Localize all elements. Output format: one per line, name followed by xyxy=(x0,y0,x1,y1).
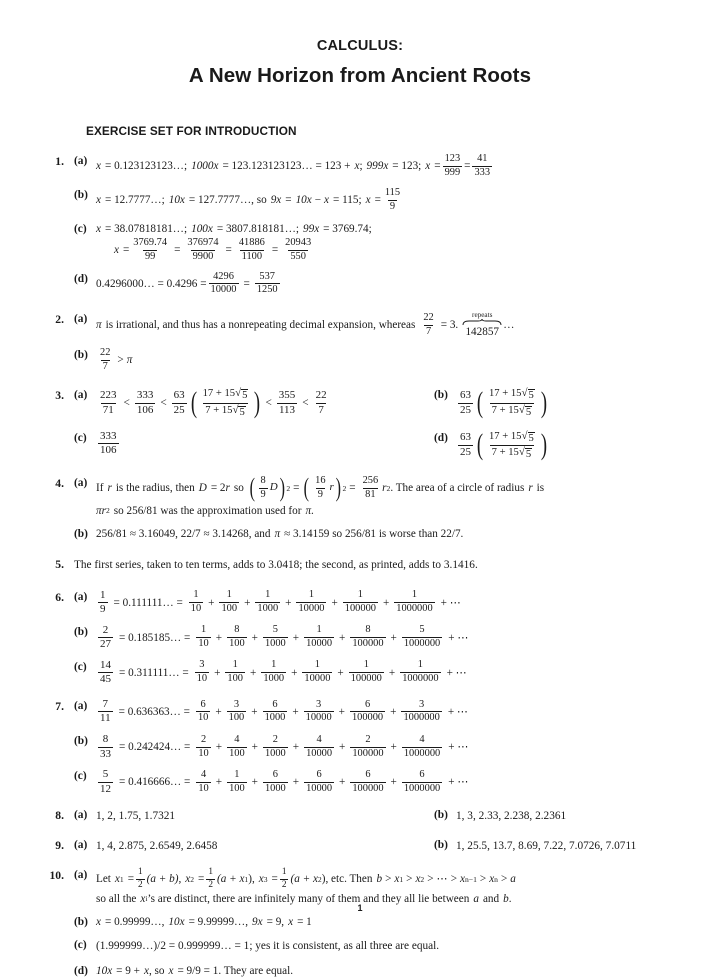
part-label: (c) xyxy=(74,222,87,235)
repeating-digits: 142857 xyxy=(465,325,500,338)
part-label: (b) xyxy=(74,625,88,638)
fraction: $\frac{41886}{1100}$ xyxy=(238,236,265,262)
problem-4 xyxy=(34,473,686,541)
fraction: $\frac{2}{100000}$ xyxy=(352,733,384,759)
problem-10-part-b xyxy=(64,915,686,929)
part-label: (a) xyxy=(74,869,88,882)
fraction: $\frac{1}{100}$ xyxy=(221,589,238,615)
fraction: $\frac{1}{2}$ xyxy=(208,867,213,890)
page-title-main: CALCULUS: xyxy=(316,38,404,54)
problem-6-part-b xyxy=(64,625,686,651)
problem-6-part-c xyxy=(64,660,686,686)
fraction: $\frac{6}{100000}$ xyxy=(352,768,384,794)
fraction: $\frac{4}{10}$ xyxy=(198,768,209,794)
problem-7-part-b xyxy=(64,734,686,760)
fraction: $\frac{6}{1000}$ xyxy=(264,698,286,724)
problem-5-text: The first series, taken to ten terms, adds to 3.0418; the second, as printed, adds to 3.1416. xyxy=(74,558,478,571)
math-expression: x = 38.07818181…; 100x = 3807.818181…; 99x = 3769.74; xyxy=(96,222,372,235)
fraction: $\frac{14}{45}$ xyxy=(100,658,111,686)
parenthesized-group: ( 17 + 15 √ 5 7 + 15 √ 5 ) xyxy=(476,386,547,420)
fraction: 17 + 15 √ 5 7 + 15 √ 5 xyxy=(489,387,534,418)
page-number: 1 xyxy=(357,903,363,913)
problem-6-part-a xyxy=(64,590,686,616)
part-label: (b) xyxy=(74,188,88,201)
problem-1-part-a xyxy=(64,154,686,179)
part-label: (b) xyxy=(434,839,448,852)
fraction: $\frac{8}{100000}$ xyxy=(352,624,384,650)
problem-number: 9. xyxy=(55,839,64,853)
math-expression: $\frac{5}{12}$ = 0.416666… = $\frac{4}{10}$ + $\frac{1}{100}$ + $\frac{6}{1000}$ + $\frac{6}{10000}$ + $\frac{6}{100000}$ + $\frac{6}{1000000}$ + ⋯ xyxy=(100,768,469,795)
fraction: $\frac{5}{1000000}$ xyxy=(403,624,441,650)
fraction: $\frac{6}{10000}$ xyxy=(306,768,333,794)
sqrt: √ 5 xyxy=(235,387,248,402)
fraction: $\frac{223}{71}$ xyxy=(100,388,117,416)
part-label: (d) xyxy=(74,964,88,977)
fraction: 17 + 15 √ 5 7 + 15 √ 5 xyxy=(489,429,534,460)
fraction: $\frac{1}{1000000}$ xyxy=(402,659,439,685)
fraction: $\frac{4}{1000000}$ xyxy=(403,733,441,759)
fraction: $\frac{3}{10000}$ xyxy=(305,698,332,724)
sequence-values: 1, 2, 1.75, 1.7321 xyxy=(96,810,176,823)
part-label: (a) xyxy=(74,699,88,712)
fraction: $\frac{20943}{550}$ xyxy=(285,236,312,262)
math-expression: x = 0.123123123…; 1000x = 123.123123123… = 123 + x ; 999x = 123; x = $\frac{123}{999}$ = $\frac{41}{333}$ xyxy=(96,153,491,178)
problem-9 xyxy=(34,838,686,855)
fraction: $\frac{1}{10000}$ xyxy=(304,659,331,685)
problem-6 xyxy=(34,590,686,686)
parenthesized-group: ( 17 + 15 √ 5 7 + 15 √ 5 ) xyxy=(476,428,547,462)
problem-7-part-c xyxy=(64,769,686,795)
part-label: (b) xyxy=(74,527,88,540)
math-expression: $\frac{1}{9}$ = 0.111111… = $\frac{1}{10}$ + $\frac{1}{100}$ + $\frac{1}{1000}$ + $\frac{1}{10000}$ + $\frac{1}{100000}$ + $\frac{1}{1000000}$ + ⋯ xyxy=(100,588,461,616)
problem-1-part-c xyxy=(64,222,686,263)
math-expression xyxy=(96,431,424,457)
fraction: $\frac{537}{1250}$ xyxy=(256,270,278,296)
fraction: $\frac{22}{7}$ xyxy=(315,388,327,416)
problem-7 xyxy=(34,699,686,795)
problem-number: 2. xyxy=(55,313,64,327)
parenthesized-group: ( $\frac{8}{9}$ D ) 2 xyxy=(249,473,291,503)
fraction: $\frac{1}{2}$ xyxy=(281,867,287,890)
fraction: $\frac{22}{7}$ xyxy=(423,312,434,337)
fraction: $\frac{6}{100000}$ xyxy=(351,698,384,724)
part-label: (d) xyxy=(74,272,88,285)
math-expression: $\frac{7}{11}$ = 0.636363… = $\frac{6}{10}$ + $\frac{3}{100}$ + $\frac{6}{1000}$ + $\frac{3}{10000}$ + $\frac{6}{100000}$ + $\frac{3}{1000000}$ + ⋯ xyxy=(100,697,469,725)
fraction: $\frac{2}{27}$ xyxy=(100,623,111,651)
problem-5 xyxy=(34,557,686,574)
problem-2-part-a xyxy=(64,312,686,338)
fraction: $\frac{376974}{9900}$ xyxy=(187,236,219,262)
fraction: $\frac{1}{10000}$ xyxy=(306,624,333,650)
math-expression: x = 0.99999…, 10x = 9.99999…, 9x = 9, x = 1 xyxy=(96,915,312,928)
fraction: $\frac{41}{333}$ xyxy=(474,153,491,178)
problem-2 xyxy=(34,312,686,372)
part-label: (d) xyxy=(434,431,448,444)
fraction: $\frac{8}{9}$ xyxy=(260,474,266,500)
fraction: $\frac{3}{100}$ xyxy=(228,698,245,724)
sequence-values: 1, 25.5, 13.7, 8.69, 7.22, 7.0726, 7.0711 xyxy=(456,840,637,853)
problem-7-part-a xyxy=(64,699,686,725)
part-label: (c) xyxy=(74,660,87,673)
problem-3 xyxy=(34,386,686,462)
part-label: (b) xyxy=(434,389,448,402)
fraction: $\frac{1}{100000}$ xyxy=(344,589,376,615)
parenthesized-group: ( 17 + 15 √ 5 7 + 15 √ 5 ) xyxy=(190,386,261,420)
part-label: (b) xyxy=(74,735,88,748)
problem-4-part-a xyxy=(64,473,686,518)
part-label: (a) xyxy=(74,476,88,489)
math-expression xyxy=(456,386,686,420)
part-label: (b) xyxy=(74,348,88,361)
fraction: $\frac{5}{12}$ xyxy=(100,768,111,795)
problem-number: 3. xyxy=(55,389,64,403)
problem-2-part-b xyxy=(64,348,686,373)
part-label: (a) xyxy=(74,590,88,603)
fraction: $\frac{4}{100}$ xyxy=(229,733,245,759)
fraction: $\frac{22}{7}$ xyxy=(100,346,111,372)
fraction: $\frac{63}{25}$ xyxy=(173,388,185,416)
part-label: (c) xyxy=(74,770,87,783)
part-label: (b) xyxy=(74,915,88,928)
fraction: $\frac{1}{1000}$ xyxy=(263,659,285,685)
problem-number: 7. xyxy=(55,699,64,713)
fraction: $\frac{1}{10}$ xyxy=(198,624,209,650)
repeats-label: repeats xyxy=(472,311,493,320)
problem-3-part-b xyxy=(424,386,686,420)
part-label: (a) xyxy=(74,313,88,326)
fraction: $\frac{1}{2}$ xyxy=(138,867,143,890)
math-expression: x = 12.7777…; 10x = 127.7777…, so 9x = 10x − x = 115; x = $\frac{115}{9}$ xyxy=(96,186,401,212)
part-label: (c) xyxy=(74,938,87,951)
math-expression: π is irrational, and thus has a nonrepeating decimal expansion, whereas $\frac{22}{7}$ = 3. repeats 142857 … xyxy=(96,311,515,338)
part-label: (b) xyxy=(434,809,448,822)
problem-number: 4. xyxy=(55,476,64,490)
sqrt: √ 5 xyxy=(518,403,532,418)
math-expression xyxy=(456,428,686,462)
math-expression: 256/81 ≈ 3.16049, 22/7 ≈ 3.14268, and π ≈ 3.14159 so 256/81 is worse than 22/7. xyxy=(96,527,464,540)
fraction: $\frac{3}{10}$ xyxy=(196,659,208,685)
fraction: $\frac{333}{106}$ xyxy=(100,429,117,457)
fraction: $\frac{1}{9}$ xyxy=(100,588,106,616)
fraction: $\frac{16}{9}$ xyxy=(315,474,326,500)
fraction: $\frac{8}{100}$ xyxy=(229,624,245,650)
part-label: (a) xyxy=(74,839,88,852)
math-expression: so all the x i ’s are distinct, there are infinitely many of them and they all lie between a and b . xyxy=(96,892,512,905)
problem-number: 5. xyxy=(55,557,64,571)
problem-1 xyxy=(34,154,686,296)
problem-10-part-a xyxy=(64,868,686,906)
sqrt: √ 5 xyxy=(518,445,532,460)
problem-9-part-a xyxy=(64,838,424,855)
math-expression: x = $\frac{3769.74}{99}$ = $\frac{376974}{9900}$ = $\frac{41886}{1100}$ = $\frac{20943}{550}$ xyxy=(114,236,312,262)
fraction: $\frac{115}{9}$ xyxy=(384,186,401,212)
problem-8-part-b xyxy=(424,808,686,825)
fraction: $\frac{1}{10}$ xyxy=(190,589,202,615)
fraction: $\frac{7}{11}$ xyxy=(100,697,111,725)
math-expression: $\frac{2}{27}$ = 0.185185… = $\frac{1}{10}$ + $\frac{8}{100}$ + $\frac{5}{1000}$ + $\frac{1}{10000}$ + $\frac{8}{100000}$ + $\frac{5}{1000000}$ + ⋯ xyxy=(100,623,469,651)
fraction: $\frac{6}{1000}$ xyxy=(264,768,286,794)
sqrt: √ 5 xyxy=(232,403,245,418)
fraction: $\frac{4296}{10000}$ xyxy=(210,270,237,296)
answer-text: (1.999999…)/2 = 0.999999… = 1; yes it is consistent, as all three are equal. xyxy=(96,939,440,952)
problem-10-part-d xyxy=(64,964,686,978)
problem-number: 10. xyxy=(49,869,64,883)
fraction: $\frac{8}{33}$ xyxy=(100,733,111,760)
repeats-annotation xyxy=(462,312,502,338)
problem-8 xyxy=(34,808,686,825)
math-expression: 10x = 9 + x , so x = 9/9 = 1. They are equal. xyxy=(96,964,294,977)
problem-3-part-a xyxy=(64,386,424,420)
fraction: $\frac{1}{100}$ xyxy=(229,768,245,794)
problem-3-part-c xyxy=(64,431,424,457)
fraction: $\frac{1}{100000}$ xyxy=(350,659,382,685)
fraction: $\frac{1}{100}$ xyxy=(227,659,243,685)
fraction: $\frac{1}{1000}$ xyxy=(257,589,279,615)
problem-number: 1. xyxy=(55,155,64,168)
fraction: $\frac{3}{1000000}$ xyxy=(403,698,440,724)
fraction: $\frac{4}{10000}$ xyxy=(306,733,333,759)
problem-9-part-b xyxy=(424,838,686,855)
sqrt: √ 5 xyxy=(521,387,534,402)
part-label: (a) xyxy=(74,809,88,822)
fraction: $\frac{2}{10}$ xyxy=(198,733,209,759)
problem-10-part-c xyxy=(64,938,686,955)
fraction: $\frac{355}{113}$ xyxy=(278,388,296,416)
problem-1-part-b xyxy=(64,188,686,213)
sqrt: √ 5 xyxy=(521,429,534,444)
math-expression: $\frac{8}{33}$ = 0.242424… = $\frac{2}{10}$ + $\frac{4}{100}$ + $\frac{2}{1000}$ + $\frac{4}{10000}$ + $\frac{2}{100000}$ + $\frac{4}{1000000}$ + ⋯ xyxy=(100,733,469,760)
problem-4-part-b xyxy=(64,527,686,541)
fraction: $\frac{63}{25}$ xyxy=(460,431,471,458)
problem-10 xyxy=(34,868,686,977)
problem-8-part-a xyxy=(64,808,424,825)
problem-1-part-d xyxy=(64,272,686,297)
sequence-values: 1, 3, 2.33, 2.238, 2.2361 xyxy=(456,810,567,823)
fraction: $\frac{6}{1000000}$ xyxy=(403,768,441,794)
fraction: $\frac{1}{10000}$ xyxy=(298,589,325,615)
fraction: $\frac{333}{106}$ xyxy=(136,388,154,416)
fraction: $\frac{2}{1000}$ xyxy=(264,733,286,759)
fraction: $\frac{5}{1000}$ xyxy=(264,624,286,650)
section-heading: EXERCISE SET FOR INTRODUCTION xyxy=(86,124,297,138)
fraction: $\frac{256}{81}$ xyxy=(362,474,379,500)
math-expression: $\frac{22}{7}$ > π xyxy=(100,346,133,372)
parenthesized-group: ( $\frac{16}{9}$ r ) 2 xyxy=(304,473,347,503)
part-label: (a) xyxy=(74,389,88,402)
problem-number: 6. xyxy=(55,590,64,604)
fraction: $\frac{3769.74}{99}$ xyxy=(133,236,168,262)
math-expression: Let x 1 = $\frac{1}{2}$ (a + b), x 2 = $\frac{1}{2}$ (a + x 1 ), x 3 = $\frac{1}{2}$ (a + x 2 ), etc. Then b > x 1 > x 2 > ⋯ > x n−1 > x n > a xyxy=(96,867,516,890)
math-expression: π r 2 so 256/81 was the approximation used for π . xyxy=(96,504,314,517)
math-expression: 0.4296000… = 0.4296 = $\frac{4296}{10000}$ = $\frac{537}{1250}$ xyxy=(96,270,278,296)
math-expression: $\frac{14}{45}$ = 0.311111… = $\frac{3}{10}$ + $\frac{1}{100}$ + $\frac{1}{1000}$ + $\frac{1}{10000}$ + $\frac{1}{100000}$ + $\frac{1}{1000000}$ + ⋯ xyxy=(100,658,467,686)
part-label: (c) xyxy=(74,431,87,444)
problem-3-part-d xyxy=(424,428,686,462)
fraction: $\frac{63}{25}$ xyxy=(460,388,471,416)
part-label: (a) xyxy=(74,155,88,167)
page-title-sub: A New Horizon from Ancient Roots xyxy=(188,64,532,87)
problem-number: 8. xyxy=(55,809,64,823)
math-expression: If r is the radius, then D = 2 r so ( $\frac{8}{9}$ D ) 2 = ( $\frac{16}{9}$ r ) 2 = $\frac{256}{81}$ r 2 . The area of a circle of radius r is xyxy=(96,473,545,503)
sequence-values: 1, 4, 2.875, 2.6549, 2.6458 xyxy=(96,840,218,853)
math-expression: $\frac{223}{71}$ < $\frac{333}{106}$ < $\frac{63}{25}$ ( 17 + 15 √ 5 7 + 15 √ 5 ) < $\frac{355}{113}$ < $\frac{22}{7}$ xyxy=(100,386,327,420)
fraction: $\frac{1}{1000000}$ xyxy=(396,589,433,615)
fraction: 17 + 15 √ 5 7 + 15 √ 5 xyxy=(202,387,248,418)
fraction: $\frac{6}{10}$ xyxy=(197,698,209,724)
fraction: $\frac{123}{999}$ xyxy=(444,153,461,178)
